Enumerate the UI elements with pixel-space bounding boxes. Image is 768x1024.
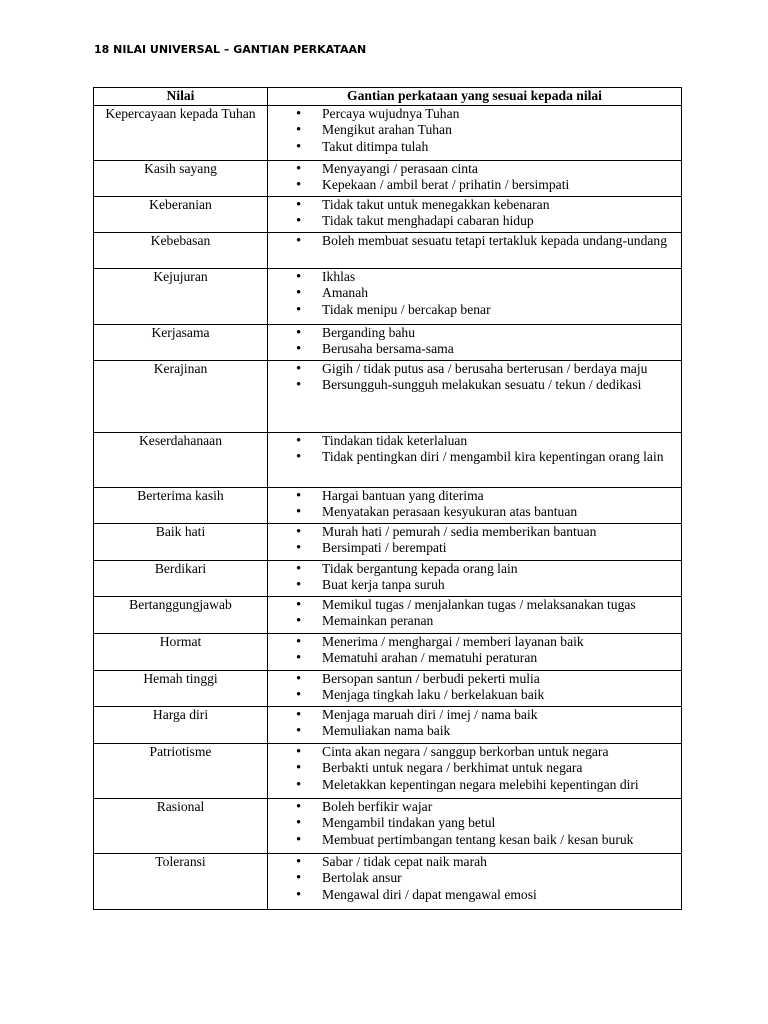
table-row	[94, 269, 682, 325]
bullet-list	[268, 488, 681, 521]
table-row	[94, 161, 682, 197]
table-row	[94, 433, 682, 488]
bullet-item: • Tidak takut menghadapi cabaran hidup	[268, 213, 681, 229]
table-body	[94, 106, 682, 910]
description-cell	[268, 161, 682, 197]
bullet-item: • Bersungguh-sungguh melakukan sesuatu / tekun / dedikasi	[268, 377, 681, 393]
bullet-item: • Memuliakan nama baik	[268, 723, 681, 739]
nilai-cell: Berdikari	[94, 561, 268, 597]
bullet-item: • Membuat pertimbangan tentang kesan baik / kesan buruk	[268, 832, 681, 848]
bullet-item: • Bersimpati / berempati	[268, 540, 681, 556]
bullet-item: • Menyayangi / perasaan cinta	[268, 161, 681, 177]
description-cell	[268, 197, 682, 233]
bullet-item: • Berbakti untuk negara / berkhimat untuk negara	[268, 760, 681, 776]
column-header-nilai: Nilai	[94, 88, 268, 106]
bullet-item: • Hargai bantuan yang diterima	[268, 488, 681, 504]
bullet-item: • Menjaga tingkah laku / berkelakuan baik	[268, 687, 681, 703]
nilai-cell: Patriotisme	[94, 744, 268, 799]
bullet-item: • Tidak takut untuk menegakkan kebenaran	[268, 197, 681, 213]
table-row	[94, 707, 682, 744]
table-row	[94, 524, 682, 561]
bullet-item: • Murah hati / pemurah / sedia memberikan bantuan	[268, 524, 681, 540]
nilai-cell: Kerjasama	[94, 325, 268, 361]
table-row	[94, 361, 682, 433]
nilai-cell: Baik hati	[94, 524, 268, 561]
bullet-item: • Memainkan peranan	[268, 613, 681, 629]
bullet-item: • Gigih / tidak putus asa / berusaha berterusan / berdaya maju	[268, 361, 681, 377]
description-cell	[268, 561, 682, 597]
bullet-list	[268, 233, 681, 249]
nilai-cell: Kejujuran	[94, 269, 268, 325]
nilai-cell: Rasional	[94, 799, 268, 854]
bullet-item: • Menjaga maruah diri / imej / nama baik	[268, 707, 681, 723]
nilai-cell: Harga diri	[94, 707, 268, 744]
bullet-item: • Tindakan tidak keterlaluan	[268, 433, 681, 449]
nilai-cell: Toleransi	[94, 854, 268, 910]
table-row	[94, 197, 682, 233]
bullet-item: • Mengikut arahan Tuhan	[268, 122, 681, 138]
nilai-cell: Kebebasan	[94, 233, 268, 269]
column-header-gantian: Gantian perkataan yang sesuai kepada nilai	[268, 88, 682, 106]
bullet-item: • Menyatakan perasaan kesyukuran atas bantuan	[268, 504, 681, 520]
description-cell	[268, 106, 682, 161]
bullet-list	[268, 634, 681, 667]
nilai-cell: Keberanian	[94, 197, 268, 233]
nilai-cell: Kepercayaan kepada Tuhan	[94, 106, 268, 161]
bullet-item: • Takut ditimpa tulah	[268, 139, 681, 155]
table-row	[94, 744, 682, 799]
nilai-cell: Keserdahanaan	[94, 433, 268, 488]
bullet-item: • Meletakkan kepentingan negara melebihi kepentingan diri	[268, 777, 681, 793]
bullet-item: • Amanah	[268, 285, 681, 301]
table-row	[94, 634, 682, 671]
description-cell	[268, 744, 682, 799]
table-row	[94, 488, 682, 524]
bullet-item: • Tidak bergantung kepada orang lain	[268, 561, 681, 577]
table-row	[94, 799, 682, 854]
bullet-list	[268, 361, 681, 394]
bullet-item: • Tidak menipu / bercakap benar	[268, 302, 681, 318]
nilai-cell: Kasih sayang	[94, 161, 268, 197]
bullet-item: • Mematuhi arahan / mematuhi peraturan	[268, 650, 681, 666]
table-row	[94, 561, 682, 597]
description-cell	[268, 854, 682, 910]
nilai-cell: Bertanggungjawab	[94, 597, 268, 634]
bullet-item: • Kepekaan / ambil berat / prihatin / bersimpati	[268, 177, 681, 193]
bullet-list	[268, 597, 681, 630]
nilai-cell: Berterima kasih	[94, 488, 268, 524]
bullet-list	[268, 561, 681, 594]
bullet-item: • Cinta akan negara / sanggup berkorban untuk negara	[268, 744, 681, 760]
table-row	[94, 106, 682, 161]
description-cell	[268, 233, 682, 269]
bullet-list	[268, 854, 681, 903]
bullet-item: • Ikhlas	[268, 269, 681, 285]
bullet-list	[268, 671, 681, 704]
bullet-item: • Bertolak ansur	[268, 870, 681, 886]
description-cell	[268, 524, 682, 561]
bullet-item: • Menerima / menghargai / memberi layanan baik	[268, 634, 681, 650]
table-row	[94, 671, 682, 707]
description-cell	[268, 433, 682, 488]
bullet-item: • Tidak pentingkan diri / mengambil kira kepentingan orang lain	[268, 449, 681, 465]
bullet-list	[268, 799, 681, 848]
values-table	[93, 87, 682, 910]
bullet-item: • Buat kerja tanpa suruh	[268, 577, 681, 593]
description-cell	[268, 634, 682, 671]
bullet-list	[268, 524, 681, 557]
bullet-item: • Memikul tugas / menjalankan tugas / melaksanakan tugas	[268, 597, 681, 613]
description-cell	[268, 597, 682, 634]
bullet-list	[268, 707, 681, 740]
bullet-list	[268, 197, 681, 230]
bullet-item: • Berganding bahu	[268, 325, 681, 341]
nilai-cell: Kerajinan	[94, 361, 268, 433]
bullet-item: • Sabar / tidak cepat naik marah	[268, 854, 681, 870]
nilai-cell: Hemah tinggi	[94, 671, 268, 707]
bullet-list	[268, 161, 681, 194]
bullet-item: • Bersopan santun / berbudi pekerti mulia	[268, 671, 681, 687]
description-cell	[268, 707, 682, 744]
bullet-list	[268, 744, 681, 793]
bullet-list	[268, 325, 681, 358]
bullet-list	[268, 433, 681, 466]
bullet-item: • Berusaha bersama-sama	[268, 341, 681, 357]
bullet-item: • Mengambil tindakan yang betul	[268, 815, 681, 831]
description-cell	[268, 488, 682, 524]
bullet-list	[268, 106, 681, 155]
table-row	[94, 325, 682, 361]
bullet-item: • Mengawal diri / dapat mengawal emosi	[268, 887, 681, 903]
table-row	[94, 597, 682, 634]
description-cell	[268, 799, 682, 854]
table-row	[94, 233, 682, 269]
nilai-cell: Hormat	[94, 634, 268, 671]
document-title: 18 NILAI UNIVERSAL – GANTIAN PERKATAAN	[94, 43, 367, 56]
description-cell	[268, 269, 682, 325]
bullet-item: • Percaya wujudnya Tuhan	[268, 106, 681, 122]
bullet-item: • Boleh membuat sesuatu tetapi tertakluk kepada undang-undang	[268, 233, 681, 249]
table-header-row	[94, 88, 682, 106]
bullet-item: • Boleh berfikir wajar	[268, 799, 681, 815]
description-cell	[268, 325, 682, 361]
table-row	[94, 854, 682, 910]
description-cell	[268, 361, 682, 433]
description-cell	[268, 671, 682, 707]
bullet-list	[268, 269, 681, 318]
